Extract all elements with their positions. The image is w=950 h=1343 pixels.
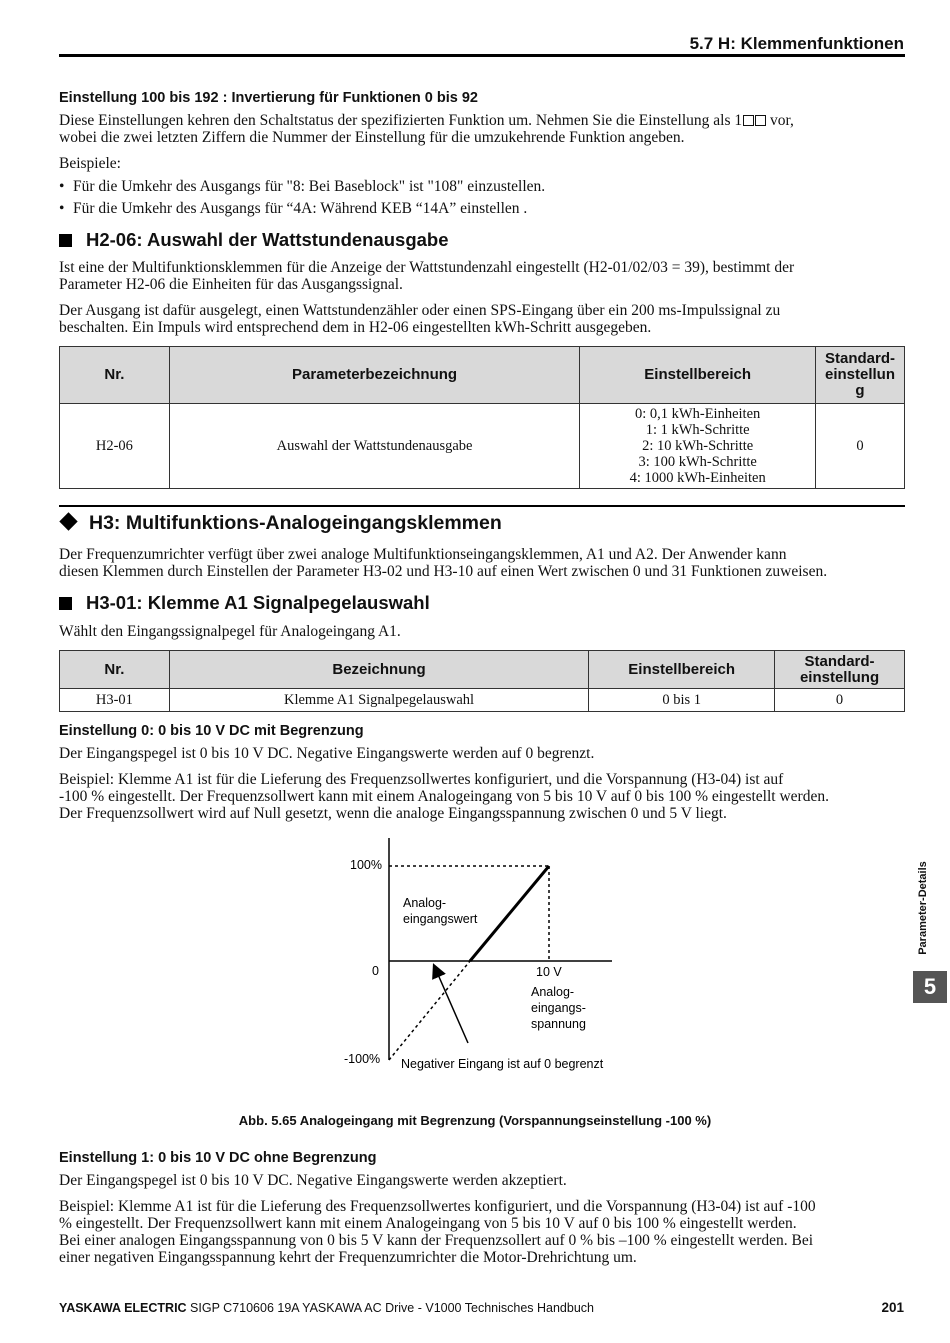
cell-range: 0 bis 1 <box>589 689 775 712</box>
text-line: Bei einer analogen Eingangsspannung von 0 bis 5 V kann der Frequenzsollert auf 0 % bis –100 % eingestellt werden. Bei <box>59 1232 814 1249</box>
cell-name: Auswahl der Wattstundenausgabe <box>169 404 579 489</box>
col-header-name: Bezeichnung <box>169 651 588 689</box>
footer-doc: SIGP C710606 19A YASKAWA AC Drive - V1000 Technisches Handbuch <box>186 1301 594 1315</box>
section-header: 5.7 H: Klemmenfunktionen <box>689 34 904 53</box>
curve-label-line-2: eingangswert <box>403 912 478 926</box>
cell-default: 0 <box>816 404 905 489</box>
h2-06-heading-text: H2-06: Auswahl der Wattstundenausgabe <box>86 229 449 250</box>
header-line: einstellung <box>799 668 880 686</box>
list-item-text: Für die Umkehr des Ausgangs für “4A: Während KEB “14A” einstellen . <box>73 200 528 217</box>
footer-text <box>59 1301 594 1315</box>
chapter-tab: 5 <box>913 971 947 1003</box>
header-line: g <box>855 382 865 399</box>
y-bottom-label: -100% <box>344 1052 381 1066</box>
footer-brand: YASKAWA ELECTRIC <box>59 1301 187 1315</box>
x-axis-label-line-1: Analog- <box>531 985 575 999</box>
figure-caption: Abb. 5.65 Analogeingang mit Begrenzung (Vorspannungseinstellung -100 %) <box>238 1113 712 1128</box>
setting-100-text-c: wobei die zwei letzten Ziffern die Nummer der Einstellung für die umzukehrende Funktion angeben. <box>59 129 685 146</box>
bullet-icon: • <box>59 178 65 195</box>
cell-name: Klemme A1 Signalpegelauswahl <box>169 689 588 712</box>
header-line: Standard- <box>825 350 896 367</box>
side-chapter-label-text: Parameter-Details <box>917 861 929 955</box>
page-number: 201 <box>881 1300 904 1315</box>
setting-100-text-b: vor, <box>766 112 794 129</box>
cell-nr: H2-06 <box>60 404 170 489</box>
col-header-range: Einstellbereich <box>580 347 816 404</box>
range-line: 2: 10 kWh-Schritte <box>642 438 754 454</box>
setting-0-heading: Einstellung 0: 0 bis 10 V DC mit Begrenzung <box>59 723 364 739</box>
header-line: Standard- <box>804 652 875 670</box>
setting-1-paragraph-1: Der Eingangspegel ist 0 bis 10 V DC. Negative Eingangswerte werden akzeptiert. <box>59 1172 567 1189</box>
setting-1-heading: Einstellung 1: 0 bis 10 V DC ohne Begrenzung <box>59 1150 377 1166</box>
setting-0-paragraph-1: Der Eingangspegel ist 0 bis 10 V DC. Negative Eingangswerte werden auf 0 begrenzt. <box>59 745 595 762</box>
header-line: einstellun <box>825 366 896 383</box>
clamped-curve <box>470 866 549 961</box>
text-line: Beispiel: Klemme A1 ist für die Lieferung des Frequenzsollwertes konfiguriert, und die Vorspannung (H3-04) ist auf <box>59 771 784 788</box>
text-line: diesen Klemmen durch Einstellen der Parameter H3-02 und H3-10 auf einen Wert zwischen 0 und 31 Funktionen zuweisen. <box>59 563 828 580</box>
h3-01-heading-text: H3-01: Klemme A1 Signalpegelauswahl <box>86 592 430 613</box>
x-end-label: 10 V <box>536 965 562 979</box>
text-line: Beispiel: Klemme A1 ist für die Lieferung des Frequenzsollwertes konfiguriert, und die Vorspannung (H3-04) ist auf -100 <box>59 1198 816 1215</box>
text-line: Der Ausgang ist dafür ausgelegt, einen Wattstundenzähler oder einen SPS-Eingang über ein 200 ms-Impulssignal zu <box>59 302 781 319</box>
y-top-label: 100% <box>350 858 382 872</box>
cell-nr: H3-01 <box>60 689 170 712</box>
negative-note: Negativer Eingang ist auf 0 begrenzt <box>401 1057 604 1071</box>
col-header-nr: Nr. <box>60 651 170 689</box>
text-line: Ist eine der Multifunktionsklemmen für die Anzeige der Wattstundenzahl eingestellt (H2-01/02/03 = 39), bestimmt der <box>59 259 795 276</box>
text-line: -100 % eingestellt. Der Frequenzsollwert kann mit einem Analogeingang von 5 bis 10 V auf 0 bis 100 % eingestellt werden. <box>59 788 829 805</box>
side-chapter-label <box>913 858 933 962</box>
col-header-name: Parameterbezeichnung <box>169 347 579 404</box>
text-line: einer negativen Eingangsspannung kehrt der Frequenzumrichter die Motor-Drehrichtung um. <box>59 1249 637 1266</box>
text-line: Der Frequenzsollwert wird auf Null gesetzt, wenn die analoge Eingangsspannung zwischen 0 und 5 V liegt. <box>59 805 727 822</box>
text-line: % eingestellt. Der Frequenzsollwert kann mit einem Analogeingang von 5 bis 10 V auf 0 bis 100 % eingestellt werden. <box>59 1215 797 1232</box>
setting-100-text-a: Diese Einstellungen kehren den Schaltstatus der spezifizierten Funktion um. Nehmen Sie die Einstellung als 1 <box>59 112 743 129</box>
text-line: Der Frequenzumrichter verfügt über zwei analoge Multifunktionseingangsklemmen, A1 und A2. Der Anwender kann <box>59 546 787 563</box>
h3-heading-text: H3: Multifunktions-Analogeingangsklemmen <box>89 512 502 534</box>
list-item-text: Für die Umkehr des Ausgangs für "8: Bei Baseblock" ist "108" einzustellen. <box>73 178 546 195</box>
text-line: Parameter H2-06 die Einheiten für das Ausgangssignal. <box>59 276 403 293</box>
setting-100-heading: Einstellung 100 bis 192 : Invertierung für Funktionen 0 bis 92 <box>59 90 478 106</box>
bullet-icon: • <box>59 200 65 217</box>
y-zero-label: 0 <box>372 964 379 978</box>
h3-01-paragraph: Wählt den Eingangssignalpegel für Analogeingang A1. <box>59 623 401 640</box>
examples-label: Beispiele: <box>59 155 121 172</box>
range-line: 1: 1 kWh-Schritte <box>645 422 750 438</box>
range-line: 0: 0,1 kWh-Einheiten <box>635 406 761 422</box>
col-header-range: Einstellbereich <box>589 651 775 689</box>
col-header-nr: Nr. <box>60 347 170 404</box>
text-line: beschalten. Ein Impuls wird entsprechend dem in H2-06 eingestellten kWh-Schritt ausgegeben. <box>59 319 652 336</box>
negative-curve-dashed <box>389 961 470 1060</box>
x-axis-label-line-2: eingangs- <box>531 1001 586 1015</box>
arrow-icon <box>436 970 468 1043</box>
setting-1-paragraph-2 <box>59 1198 816 1266</box>
curve-label-line-1: Analog- <box>403 896 447 910</box>
cell-default: 0 <box>775 689 905 712</box>
range-line: 3: 100 kWh-Schritte <box>638 454 757 470</box>
range-line: 4: 1000 kWh-Einheiten <box>629 470 766 486</box>
x-axis-label-line-3: spannung <box>531 1017 586 1031</box>
